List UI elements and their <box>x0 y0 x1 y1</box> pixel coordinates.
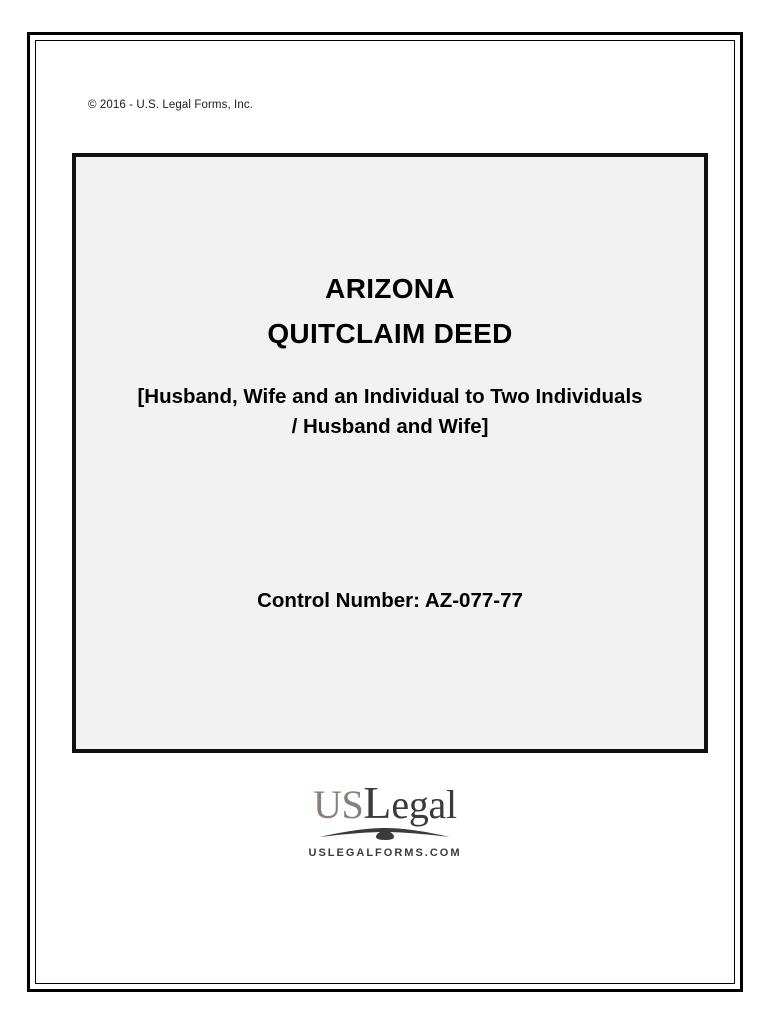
state-name: ARIZONA <box>325 273 455 304</box>
logo-l-text: L <box>363 777 392 828</box>
page-inner-border <box>35 40 735 984</box>
logo-domain-text: USLEGALFORMS.COM <box>308 847 462 859</box>
copyright-notice: © 2016 - U.S. Legal Forms, Inc. <box>88 99 253 111</box>
title-stack <box>76 275 704 441</box>
title-box <box>72 153 708 753</box>
uslegal-logo <box>36 777 734 859</box>
document-page <box>27 32 743 992</box>
control-number: Control Number: AZ-077-77 <box>257 589 523 612</box>
logo-swoosh-icon <box>310 827 460 841</box>
logo-us-text: US <box>313 782 364 827</box>
document-type: QUITCLAIM DEED <box>267 318 513 349</box>
parties-description <box>76 382 704 441</box>
parties-line-2: / Husband and Wife] <box>291 414 489 438</box>
parties-line-1: [Husband, Wife and an Individual to Two Individuals <box>137 385 643 408</box>
logo-wordmark <box>36 777 734 828</box>
logo-egal-text: egal <box>391 782 457 827</box>
